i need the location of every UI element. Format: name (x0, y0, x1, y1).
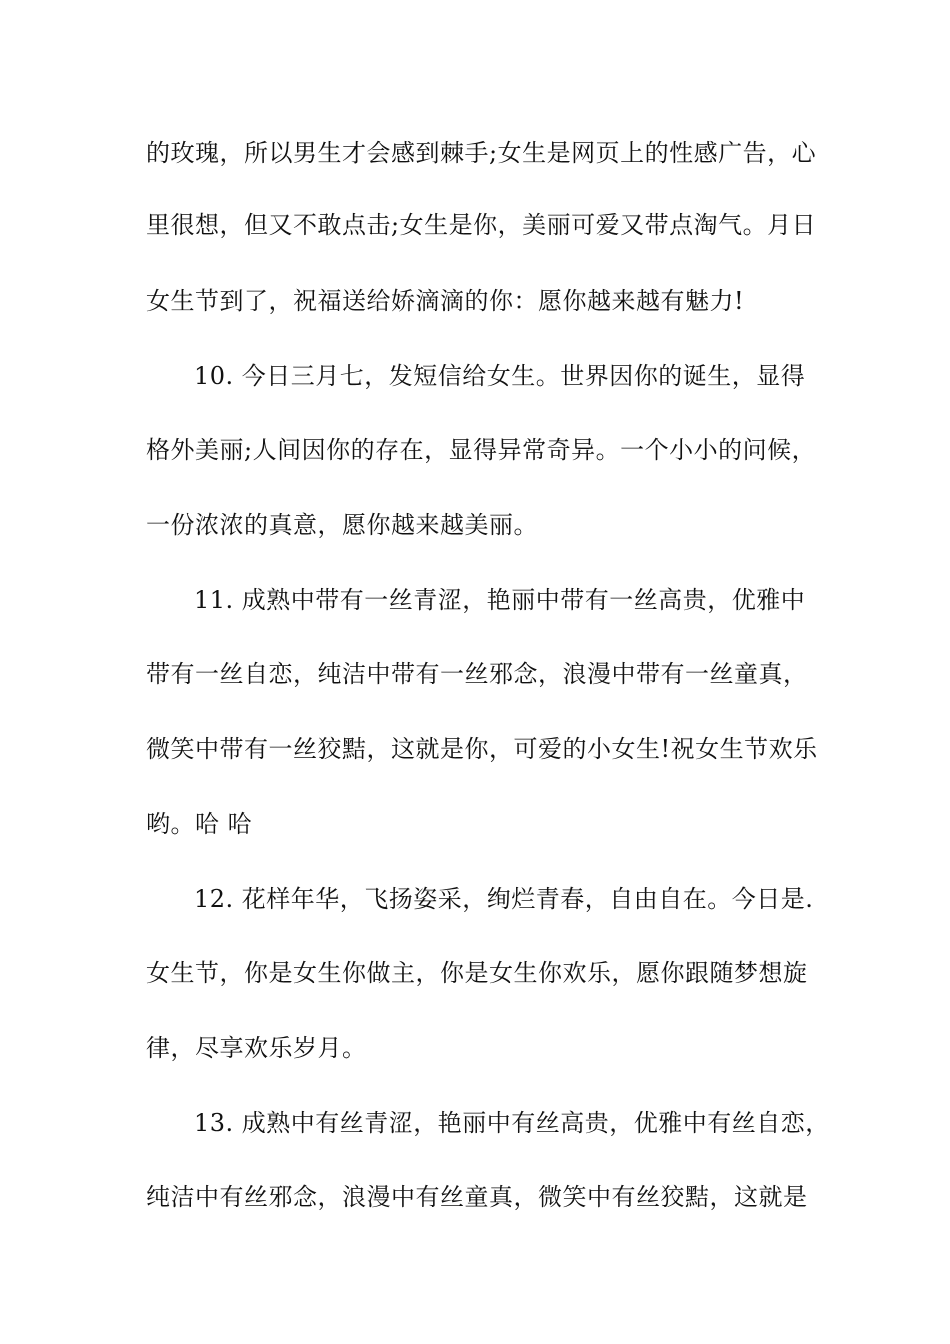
text-line: 律，尽享欢乐岁月。 (146, 1034, 367, 1062)
text-line: 微笑中带有一丝狡黠，这就是你，可爱的小女生!祝女生节欢乐 (146, 735, 818, 763)
paragraph-11-start: 11. 成熟中带有一丝青涩，艳丽中带有一丝高贵，优雅中 (194, 586, 806, 614)
paragraph-13-start: 13. 成熟中有丝青涩，艳丽中有丝高贵，优雅中有丝自恋， (194, 1109, 830, 1137)
text-line: 女生节到了，祝福送给娇滴滴的你：愿你越来越有魅力! (146, 287, 745, 315)
text-line: 带有一丝自恋，纯洁中带有一丝邪念，浪漫中带有一丝童真， (146, 660, 808, 688)
text-line: 格外美丽;人间因你的存在，显得异常奇异。一个小小的问候， (146, 436, 817, 464)
text-line: 女生节，你是女生你做主，你是女生你欢乐，愿你跟随梦想旋 (146, 959, 808, 987)
text-line: 哟。哈 哈 (146, 810, 253, 838)
paragraph-12-start: 12. 花样年华，飞扬姿采，绚烂青春，自由自在。今日是. (194, 885, 814, 913)
text-line: 的玫瑰，所以男生才会感到棘手;女生是网页上的性感广告，心 (146, 139, 817, 167)
text-line: 里很想，但又不敢点击;女生是你，美丽可爱又带点淘气。月日 (146, 211, 817, 239)
text-line: 纯洁中有丝邪念，浪漫中有丝童真，微笑中有丝狡黠，这就是 (146, 1183, 808, 1211)
paragraph-10-start: 10. 今日三月七，发短信给女生。世界因你的诞生，显得 (194, 362, 806, 390)
text-line: 一份浓浓的真意，愿你越来越美丽。 (146, 511, 538, 539)
